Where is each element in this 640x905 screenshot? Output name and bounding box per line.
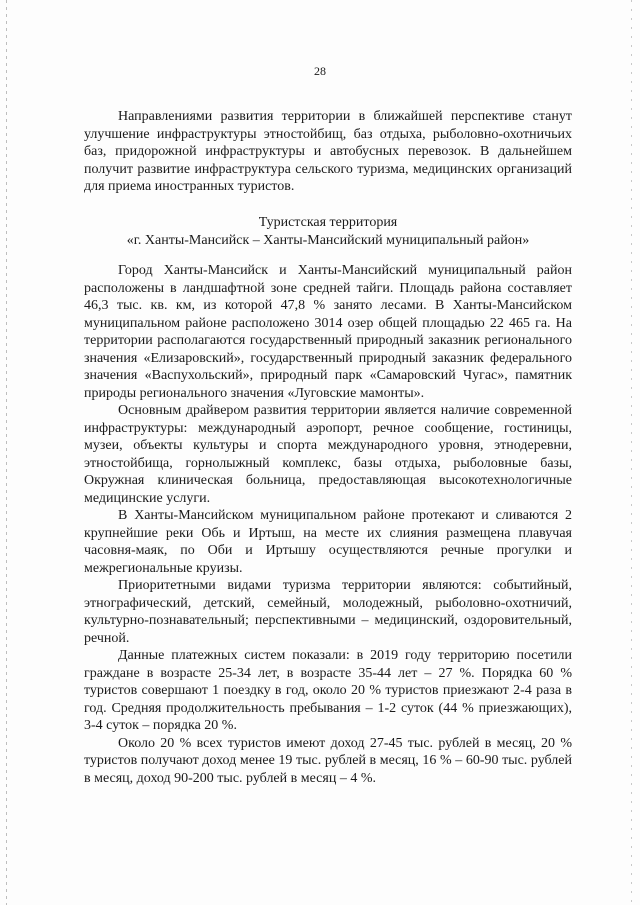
section-body <box>84 262 572 787</box>
section-heading-title: Туристская территория <box>258 215 398 230</box>
page-number: 28 <box>314 64 326 78</box>
section-heading <box>84 214 572 249</box>
body-paragraph: Около 20 % всех туристов имеют доход 27-45 тыс. рублей в месяц, 20 % туристов получают доход менее 19 тыс. рублей в месяц, 16 % – 60-90 тыс. рублей в месяц, доход 90-200 тыс. рублей в месяц – 4 %. <box>84 735 572 786</box>
body-paragraph: Приоритетными видами туризма территории являются: событийный, этнографический, детский, семейный, молодежный, рыболовно-охотничий, культурно-познавательный; перспективными – медицинский, оздоровительный, речной. <box>84 578 572 646</box>
body-paragraph: Данные платежных систем показали: в 2019 году территорию посетили граждане в возрасте 25-34 лет, в возрасте 35-44 лет – 27 %. Порядка 60 % туристов совершают 1 поездку в год, около 20 % туристов приезжают 2-4 раза в год. Средняя продолжительность пребывания – 1-2 суток (44 % приезжающих), 3-4 суток – порядка 20 %. <box>84 648 572 733</box>
section-heading-subtitle: «г. Ханты-Мансийск – Ханты-Мансийский муниципальный район» <box>126 232 530 248</box>
intro-paragraph: Направлениями развития территории в ближайшей перспективе станут улучшение инфраструктуры этностойбищ, баз отдыха, рыболовно-охотничьих баз, придорожной инфраструктуры и автобусных перевозок. В дальнейшем получит развитие инфраструктура сельского туризма, медицинских организаций для приема иностранных туристов. <box>84 109 572 194</box>
body-paragraph: Основным драйвером развития территории является наличие современной инфраструктуры: международный аэропорт, речное сообщение, гостиницы, музеи, объекты культуры и спорта международного уровня, этнодеревни, этностойбища, горнолыжный комплекс, базы отдыха, рыболовные базы, Окружная клиническая больница, предоставляющая высокотехнологичные медицинские услуги. <box>84 403 572 506</box>
intro-section <box>84 108 572 196</box>
body-paragraph: Город Ханты-Мансийск и Ханты-Мансийский муниципальный район расположены в ландшафтной зоне средней тайги. Площадь района составляет 46,3 тыс. кв. км, из которой 47,8 % занято лесами. В Ханты-Мансийском муниципальном районе расположено 3014 озер общей площадью 22 465 га. На территории располагаются государственный природный заказник регионального значения «Елизаровский», государственный природный заказник федерального значения «Васпухольский», природный парк «Самаровский Чугас», памятник природы регионального значения «Луговские мамонты». <box>84 263 572 401</box>
body-paragraph: В Ханты-Мансийском муниципальном районе протекают и сливаются 2 крупнейшие реки Обь и Иртыш, на месте их слияния размещена плавучая часовня-маяк, по Оби и Иртышу осуществляются речные прогулки и межрегиональные круизы. <box>84 508 572 576</box>
